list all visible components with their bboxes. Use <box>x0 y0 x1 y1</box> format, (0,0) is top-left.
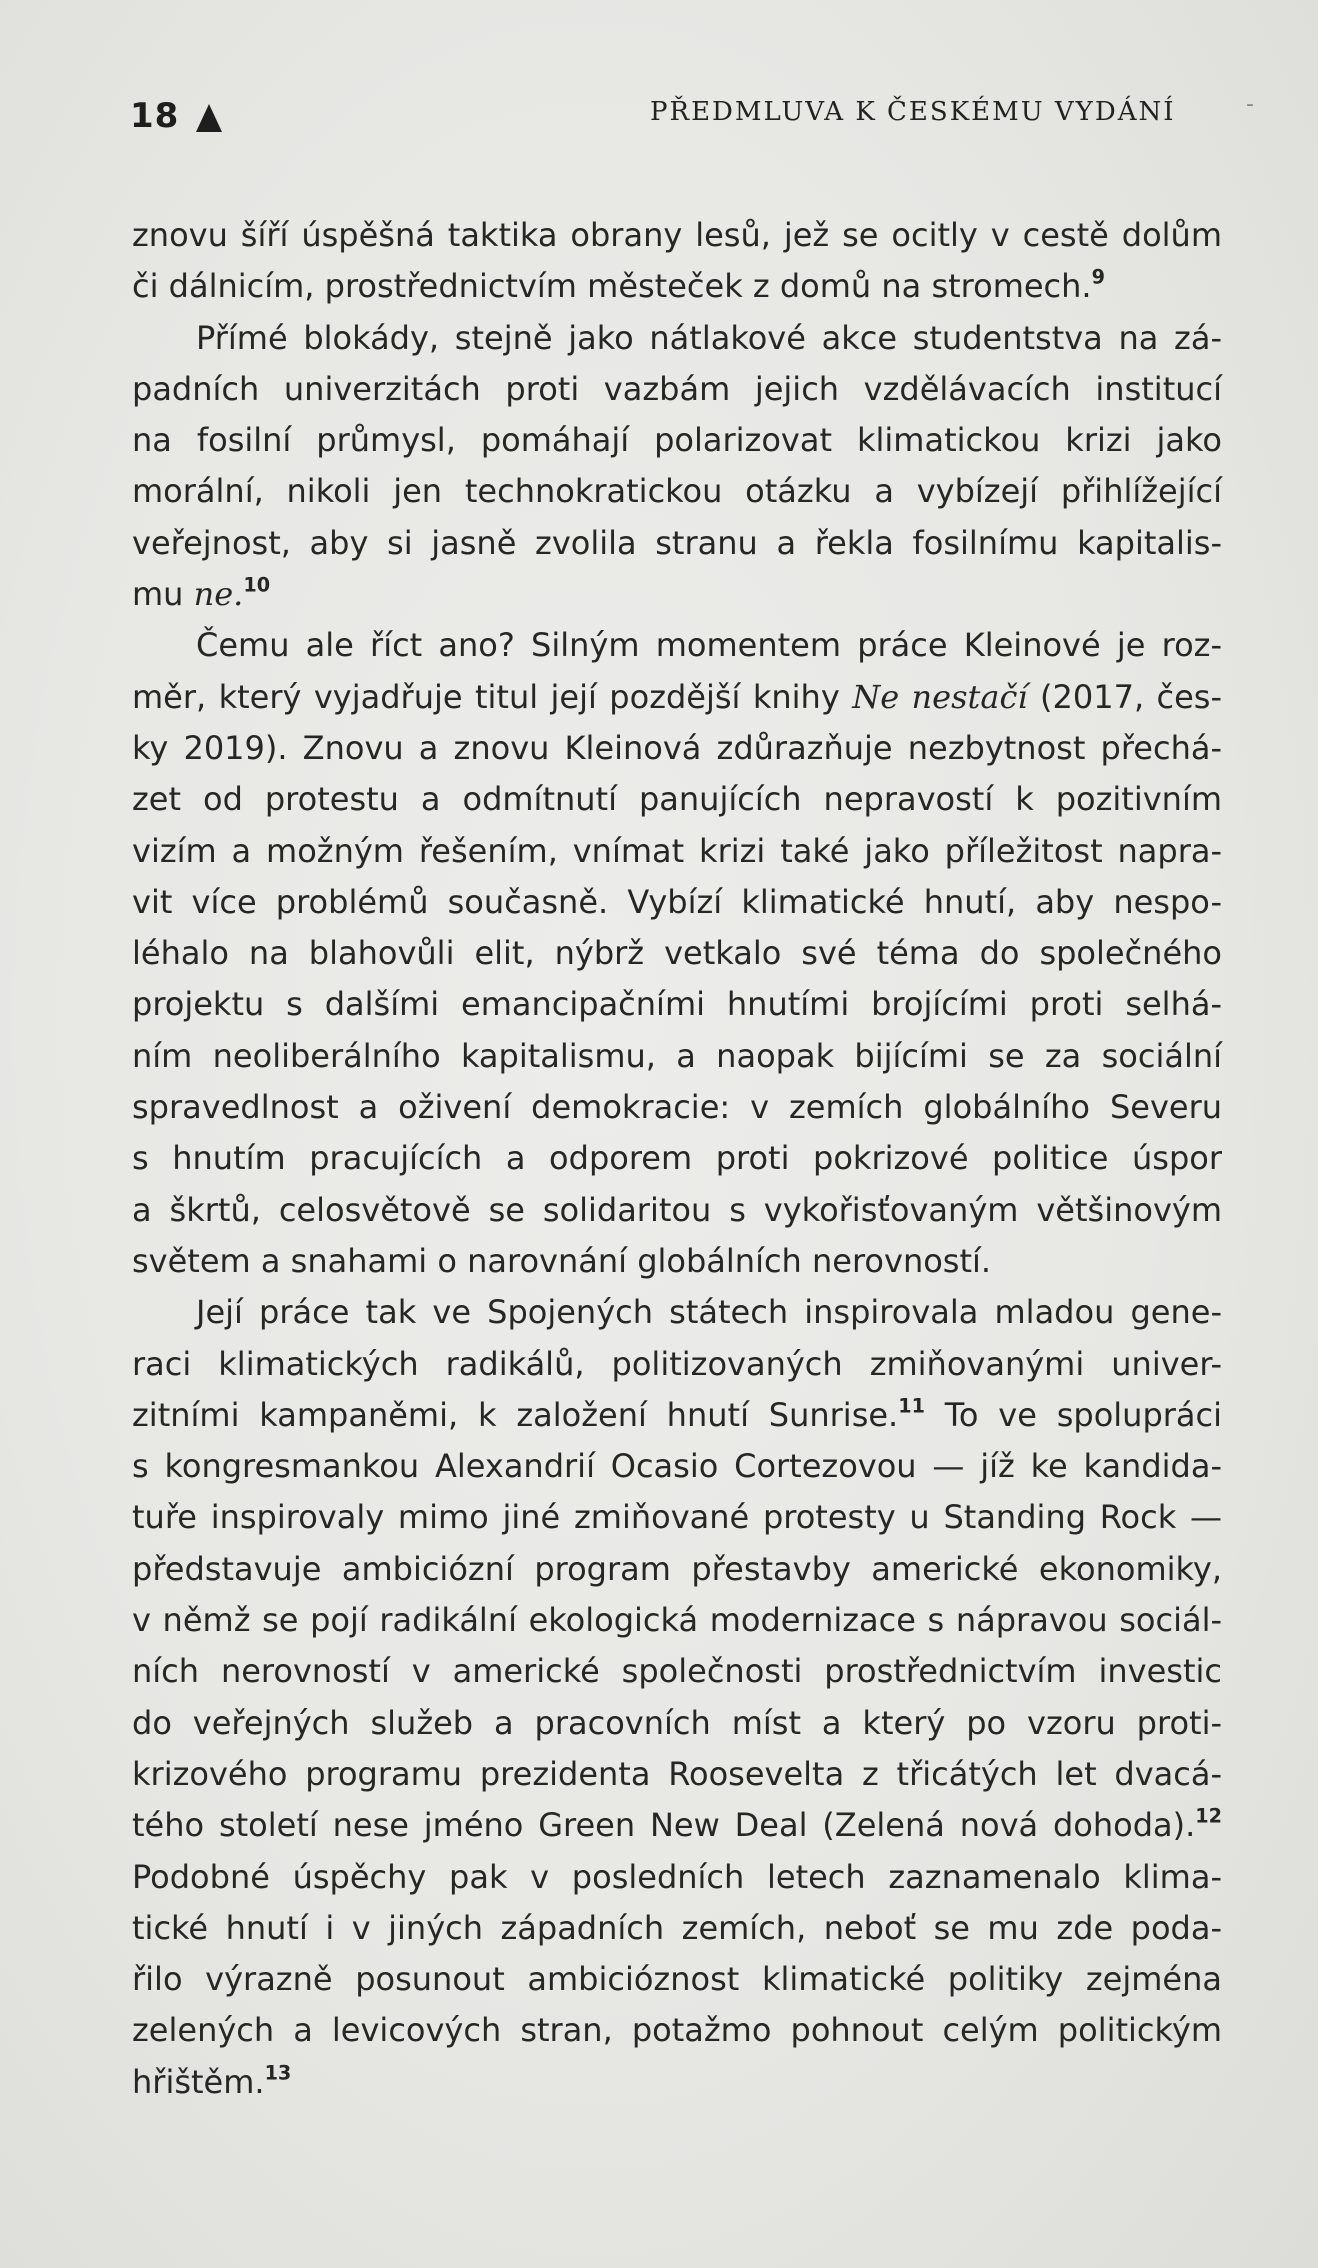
text-line-content: Její práce tak ve Spojených státech inspirovala mladou gene- <box>196 1293 1222 1332</box>
text-line <box>132 1287 1222 1338</box>
text-line <box>132 928 1222 979</box>
text-line-content: zet od protestu a odmítnutí panujících nepravostí k pozitivním <box>132 780 1222 819</box>
text-line-content: morální, nikoli jen technokratickou otázku a vybízejí přihlížející <box>132 472 1222 511</box>
text-line-content: vizím a možným řešením, vnímat krizi také jako příležitost napra- <box>132 831 1222 870</box>
footnote-marker: 12 <box>1195 1804 1222 1828</box>
text-line <box>132 1390 1222 1441</box>
text-line <box>132 774 1222 825</box>
text-line <box>132 723 1222 774</box>
text-line-content: světem a snahami o narovnání globálních nerovností. <box>132 1241 992 1280</box>
text-line-content: zitními kampaněmi, k založení hnutí Sunrise. <box>132 1395 899 1434</box>
text-line-content: Podobné úspěchy pak v posledních letech zaznamenalo klima- <box>132 1857 1222 1896</box>
text-line <box>132 1082 1222 1133</box>
text-line-content: tické hnutí i v jiných západních zemích, neboť se mu zde poda- <box>132 1908 1222 1947</box>
text-line <box>132 261 1222 312</box>
triangle-icon <box>196 104 222 132</box>
text-line <box>132 1646 1222 1697</box>
text-line-content: do veřejných služeb a pracovních míst a který po vzoru proti- <box>132 1703 1222 1742</box>
text-line-content: krizového programu prezidenta Roosevelta z třicátých let dvacá- <box>132 1754 1222 1793</box>
text-line-content: s hnutím pracujících a odporem proti pokrizové politice úspor <box>132 1139 1222 1178</box>
text-line-content: v němž se pojí radikální ekologická modernizace s nápravou sociál- <box>132 1601 1222 1640</box>
text-line <box>132 2057 1222 2108</box>
text-line <box>132 1852 1222 1903</box>
text-line-content: měr, který vyjadřuje titul její pozdější knihy <box>132 677 853 716</box>
text-line <box>132 210 1222 261</box>
text-line <box>132 1492 1222 1543</box>
text-line-content: ních nerovností v americké společnosti prostřednictvím investic <box>132 1652 1222 1691</box>
text-line-content: ním neoliberálního kapitalismu, a naopak bijícími se za sociální <box>132 1036 1222 1075</box>
text-line-content: veřejnost, aby si jasně zvolila stranu a řekla fosilnímu kapitalis- <box>132 523 1222 562</box>
text-line <box>132 877 1222 928</box>
footnote-marker: 11 <box>898 1394 925 1418</box>
text-line <box>132 1954 1222 2005</box>
text-line-content: znovu šíří úspěšná taktika obrany lesů, jež se ocitly v cestě dolům <box>132 216 1222 254</box>
text-line-content: spravedlnost a oživení demokracie: v zemích globálního Severu <box>132 1088 1222 1127</box>
text-line-content: padních univerzitách proti vazbám jejich vzdělávacích institucí <box>132 369 1222 408</box>
text-line-content: raci klimatických radikálů, politizovaných zmiňovanými univer- <box>132 1344 1222 1383</box>
footnote-marker: 10 <box>243 573 271 597</box>
text-line-content: mu <box>132 575 194 614</box>
text-line-content: či dálnicím, prostřednictvím městeček z domů na stromech. <box>132 267 1092 306</box>
text-line <box>132 1236 1222 1287</box>
text-line <box>132 1441 1222 1492</box>
text-line-content: tuře inspirovaly mimo jiné zmiňované protesty u Standing Rock — <box>132 1498 1222 1537</box>
text-line <box>132 569 1222 620</box>
footnote-marker: 9 <box>1091 265 1105 289</box>
italic-text: Ne nestačí <box>852 677 1028 716</box>
text-line <box>132 1339 1222 1390</box>
text-line-content: řilo výrazně posunout ambicióznost klimatické politiky zejména <box>132 1960 1222 1999</box>
text-line-content: hřištěm. <box>132 2062 265 2101</box>
text-line <box>132 1800 1222 1851</box>
text-line-content: s kongresmankou Alexandrií Ocasio Cortezovou — jíž ke kandida- <box>132 1447 1222 1486</box>
text-line-content: na fosilní průmysl, pomáhají polarizovat klimatickou krizi jako <box>132 421 1222 460</box>
text-line <box>132 826 1222 877</box>
text-line-tail: To ve spolupráci <box>924 1395 1223 1434</box>
text-line <box>132 466 1222 517</box>
text-line <box>132 1903 1222 1954</box>
footnote-marker: 13 <box>264 2061 292 2085</box>
text-line <box>132 364 1222 415</box>
page-number: 18 <box>130 96 180 136</box>
text-line-content: Čemu ale říct ano? Silným momentem práce Kleinové je roz- <box>196 626 1222 665</box>
text-line <box>132 1544 1222 1595</box>
text-line <box>132 518 1222 569</box>
text-line-content: představuje ambiciózní program přestavby americké ekonomiky, <box>132 1549 1222 1588</box>
text-line-content: zelených a levicových stran, potažmo pohnout celým politickým <box>132 2011 1222 2050</box>
text-line-content: vit více problémů současně. Vybízí klimatické hnutí, aby nespo- <box>132 882 1222 921</box>
text-line <box>132 415 1222 466</box>
text-line <box>132 1133 1222 1184</box>
text-line-content: a škrtů, celosvětově se solidaritou s vykořisťovaným většinovým <box>132 1190 1222 1229</box>
margin-dash: - <box>1246 92 1254 117</box>
body-text <box>132 210 1222 2108</box>
text-line-content: tého století nese jméno Green New Deal (Zelená nová dohoda). <box>132 1806 1196 1845</box>
text-line <box>132 1031 1222 1082</box>
text-line-tail: (2017, čes- <box>1027 677 1223 716</box>
text-line <box>132 1749 1222 1800</box>
text-line-content: projektu s dalšími emancipačními hnutími brojícími proti selhá- <box>132 985 1222 1024</box>
text-line <box>132 2005 1222 2056</box>
text-line <box>132 1698 1222 1749</box>
text-line <box>132 979 1222 1030</box>
text-line <box>132 1595 1222 1646</box>
text-line-content: ky 2019). Znovu a znovu Kleinová zdůrazňuje nezbytnost přechá- <box>132 728 1222 767</box>
text-line-content: Přímé blokády, stejně jako nátlakové akce studentstva na zá- <box>196 318 1222 357</box>
italic-text: ne. <box>193 575 244 614</box>
running-head: PŘEDMLUVA K ČESKÉMU VYDÁNÍ <box>650 97 1176 127</box>
text-line <box>132 672 1222 723</box>
text-line-content: léhalo na blahovůli elit, nýbrž vetkalo své téma do společného <box>132 934 1222 973</box>
text-line <box>132 620 1222 671</box>
text-line <box>132 1185 1222 1236</box>
text-line <box>132 313 1222 364</box>
